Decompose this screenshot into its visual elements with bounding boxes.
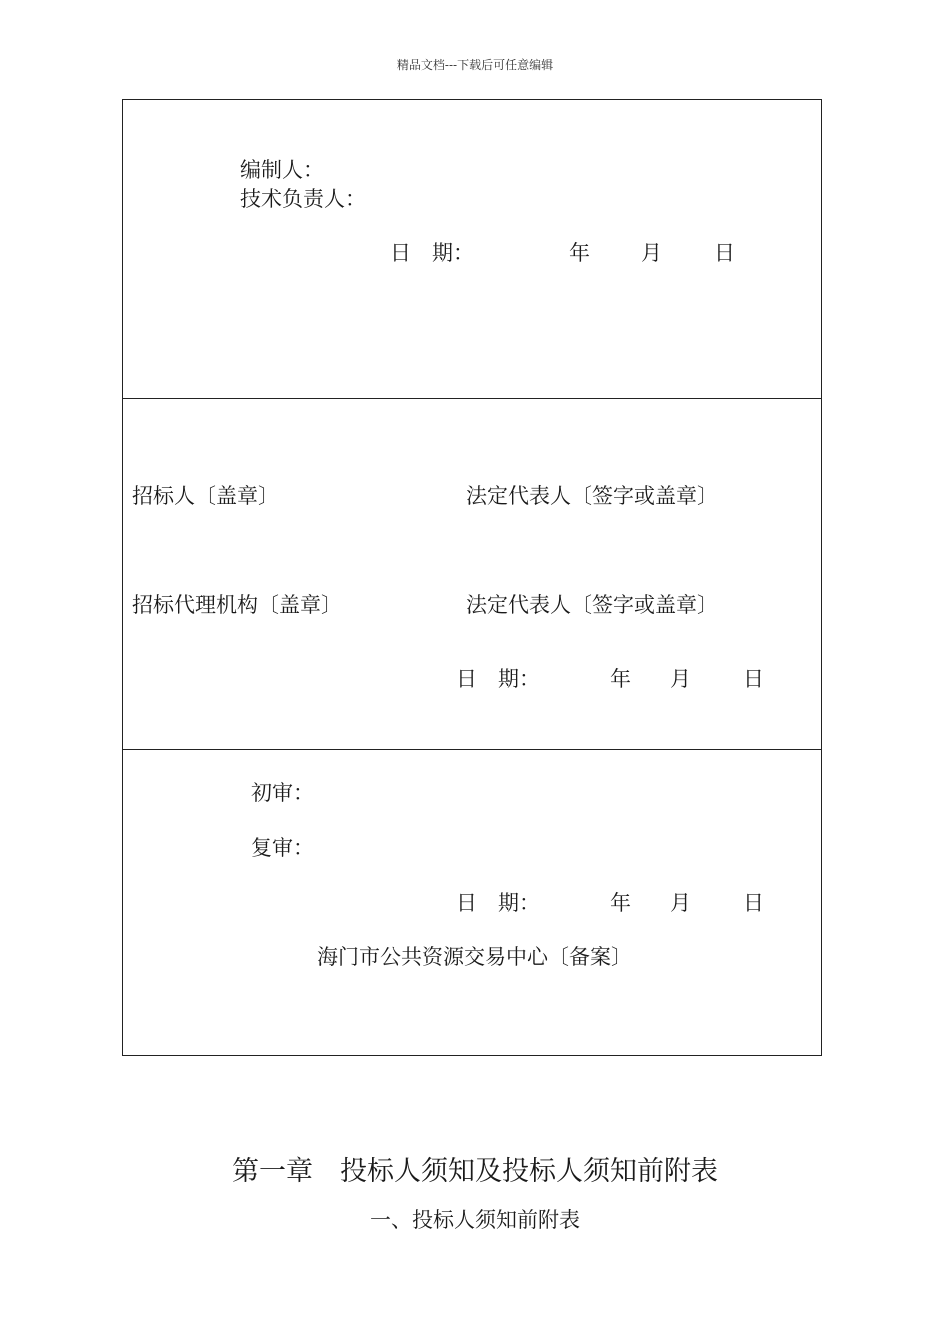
legal-rep-label: 法定代表人〔签字或盖章〕 [466, 593, 718, 617]
watermark-text: 精品文档---下载后可任意编辑 [396, 58, 554, 72]
date-label: 日 期： [456, 891, 540, 915]
chapter-subtitle: 一、投标人须知前附表 [370, 1208, 580, 1232]
legal-rep-label: 法定代表人〔签字或盖章〕 [466, 484, 718, 508]
date-label: 日 期： [456, 667, 540, 691]
year-label: 年 [569, 241, 590, 265]
month-label: 月 [670, 891, 691, 915]
year-label: 年 [610, 891, 631, 915]
month-label: 月 [670, 667, 691, 691]
day-label: 日 [714, 241, 735, 265]
compiler-label: 编制人： [240, 158, 324, 182]
day-label: 日 [743, 891, 764, 915]
initial-review-label: 初审： [251, 781, 314, 805]
signatory-section [122, 398, 822, 750]
filing-center-label: 海门市公共资源交易中心〔备案〕 [317, 945, 632, 969]
tenderer-label: 招标人〔盖章〕 [132, 484, 279, 508]
re-review-label: 复审： [251, 836, 314, 860]
day-label: 日 [743, 667, 764, 691]
month-label: 月 [641, 241, 662, 265]
year-label: 年 [610, 667, 631, 691]
chapter-title: 第一章 投标人须知及投标人须知前附表 [232, 1156, 718, 1187]
date-label: 日 期： [390, 241, 474, 265]
agency-label: 招标代理机构〔盖章〕 [132, 593, 342, 617]
tech-lead-label: 技术负责人： [240, 187, 366, 211]
